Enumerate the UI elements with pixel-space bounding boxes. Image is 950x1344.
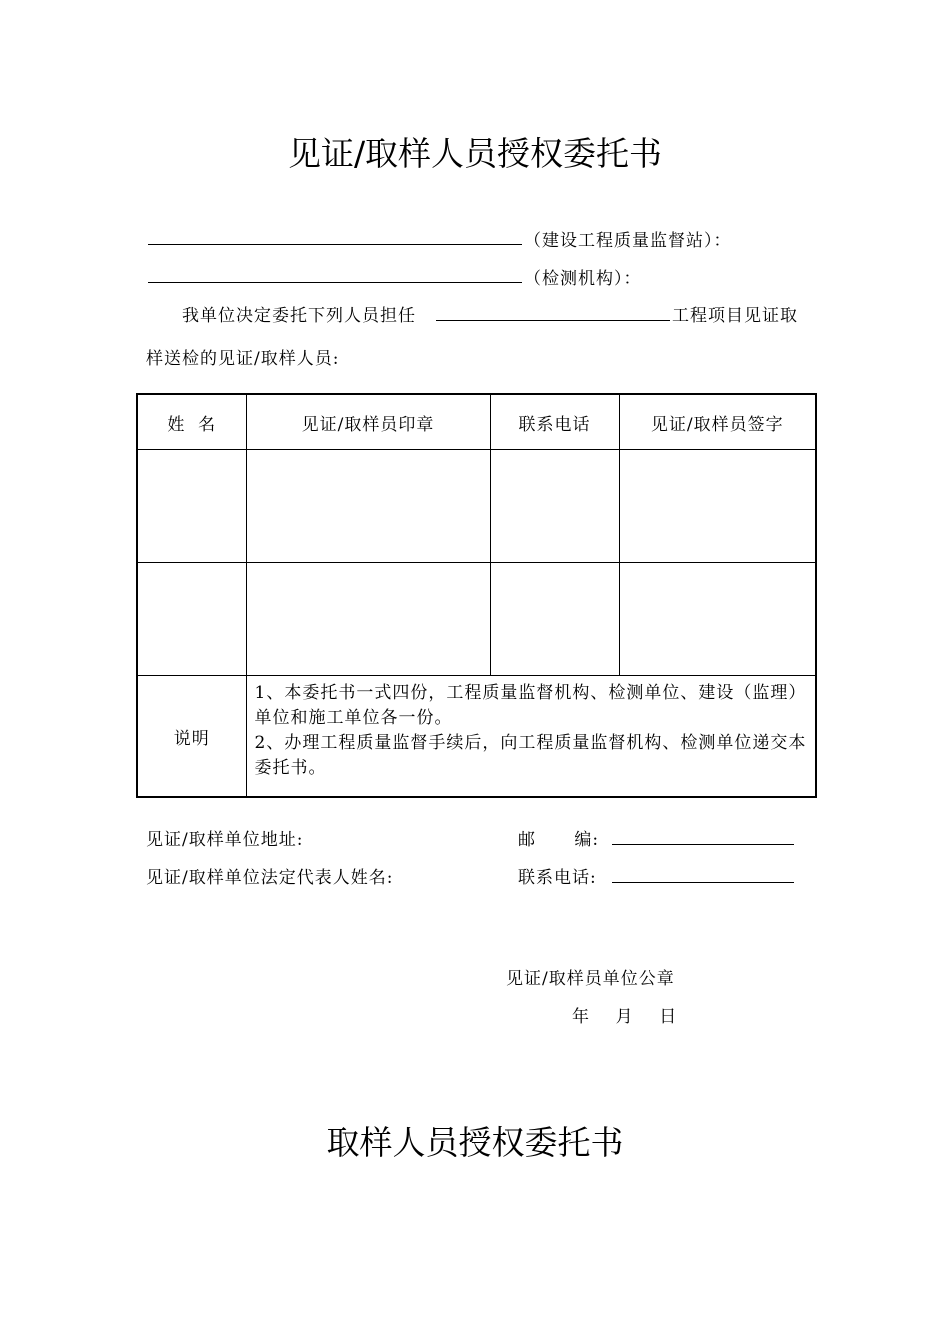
- header-seal: 见证/取样员印章: [246, 394, 490, 450]
- note-body: [246, 676, 816, 798]
- name-cell[interactable]: [137, 450, 246, 563]
- phone-label: 联系电话:: [518, 868, 597, 888]
- table-header-row: [137, 394, 816, 450]
- seal-cell[interactable]: [246, 563, 490, 676]
- header-phone: 联系电话: [490, 394, 619, 450]
- addressee-2-blank[interactable]: [148, 282, 522, 283]
- date-label: 年 月 日: [572, 1007, 678, 1027]
- postcode-label: 邮 编:: [518, 830, 600, 850]
- header-name: 姓 名: [137, 394, 246, 450]
- intro-line1-prefix: 我单位决定委托下列人员担任: [182, 306, 416, 326]
- seal-cell[interactable]: [246, 450, 490, 563]
- note-line-2: 2、办理工程质量监督手续后，向工程质量监督机构、检测单位递交本委托书。: [254, 733, 807, 778]
- postcode-blank[interactable]: [612, 844, 794, 845]
- phone-blank[interactable]: [612, 882, 794, 883]
- table-row: [137, 450, 816, 563]
- phone-cell[interactable]: [490, 563, 619, 676]
- personnel-table: [136, 393, 817, 798]
- second-title: 取样人员授权委托书: [326, 1123, 624, 1162]
- table-row: [137, 563, 816, 676]
- legal-rep-label: 见证/取样单位法定代表人姓名:: [146, 868, 394, 888]
- document-title: 见证/取样人员授权委托书: [287, 134, 663, 173]
- addressee-1-suffix: （建设工程质量监督站）：: [524, 231, 732, 251]
- address-label: 见证/取样单位地址:: [146, 830, 304, 850]
- note-row: [137, 676, 816, 798]
- addressee-1-blank[interactable]: [148, 244, 522, 245]
- note-label: 说明: [137, 676, 246, 798]
- note-line-1: 1、本委托书一式四份，工程质量监督机构、检测单位、建设（监理）单位和施工单位各一份。: [254, 683, 807, 728]
- signature-cell[interactable]: [619, 563, 816, 676]
- intro-line2: 样送检的见证/取样人员:: [146, 349, 340, 369]
- seal-label: 见证/取样员单位公章: [506, 969, 675, 989]
- phone-cell[interactable]: [490, 450, 619, 563]
- name-cell[interactable]: [137, 563, 246, 676]
- signature-cell[interactable]: [619, 450, 816, 563]
- header-signature: 见证/取样员签字: [619, 394, 816, 450]
- intro-line1-suffix: 工程项目见证取: [672, 306, 798, 326]
- project-name-blank[interactable]: [436, 320, 670, 321]
- addressee-2-suffix: （检测机构）：: [524, 269, 642, 289]
